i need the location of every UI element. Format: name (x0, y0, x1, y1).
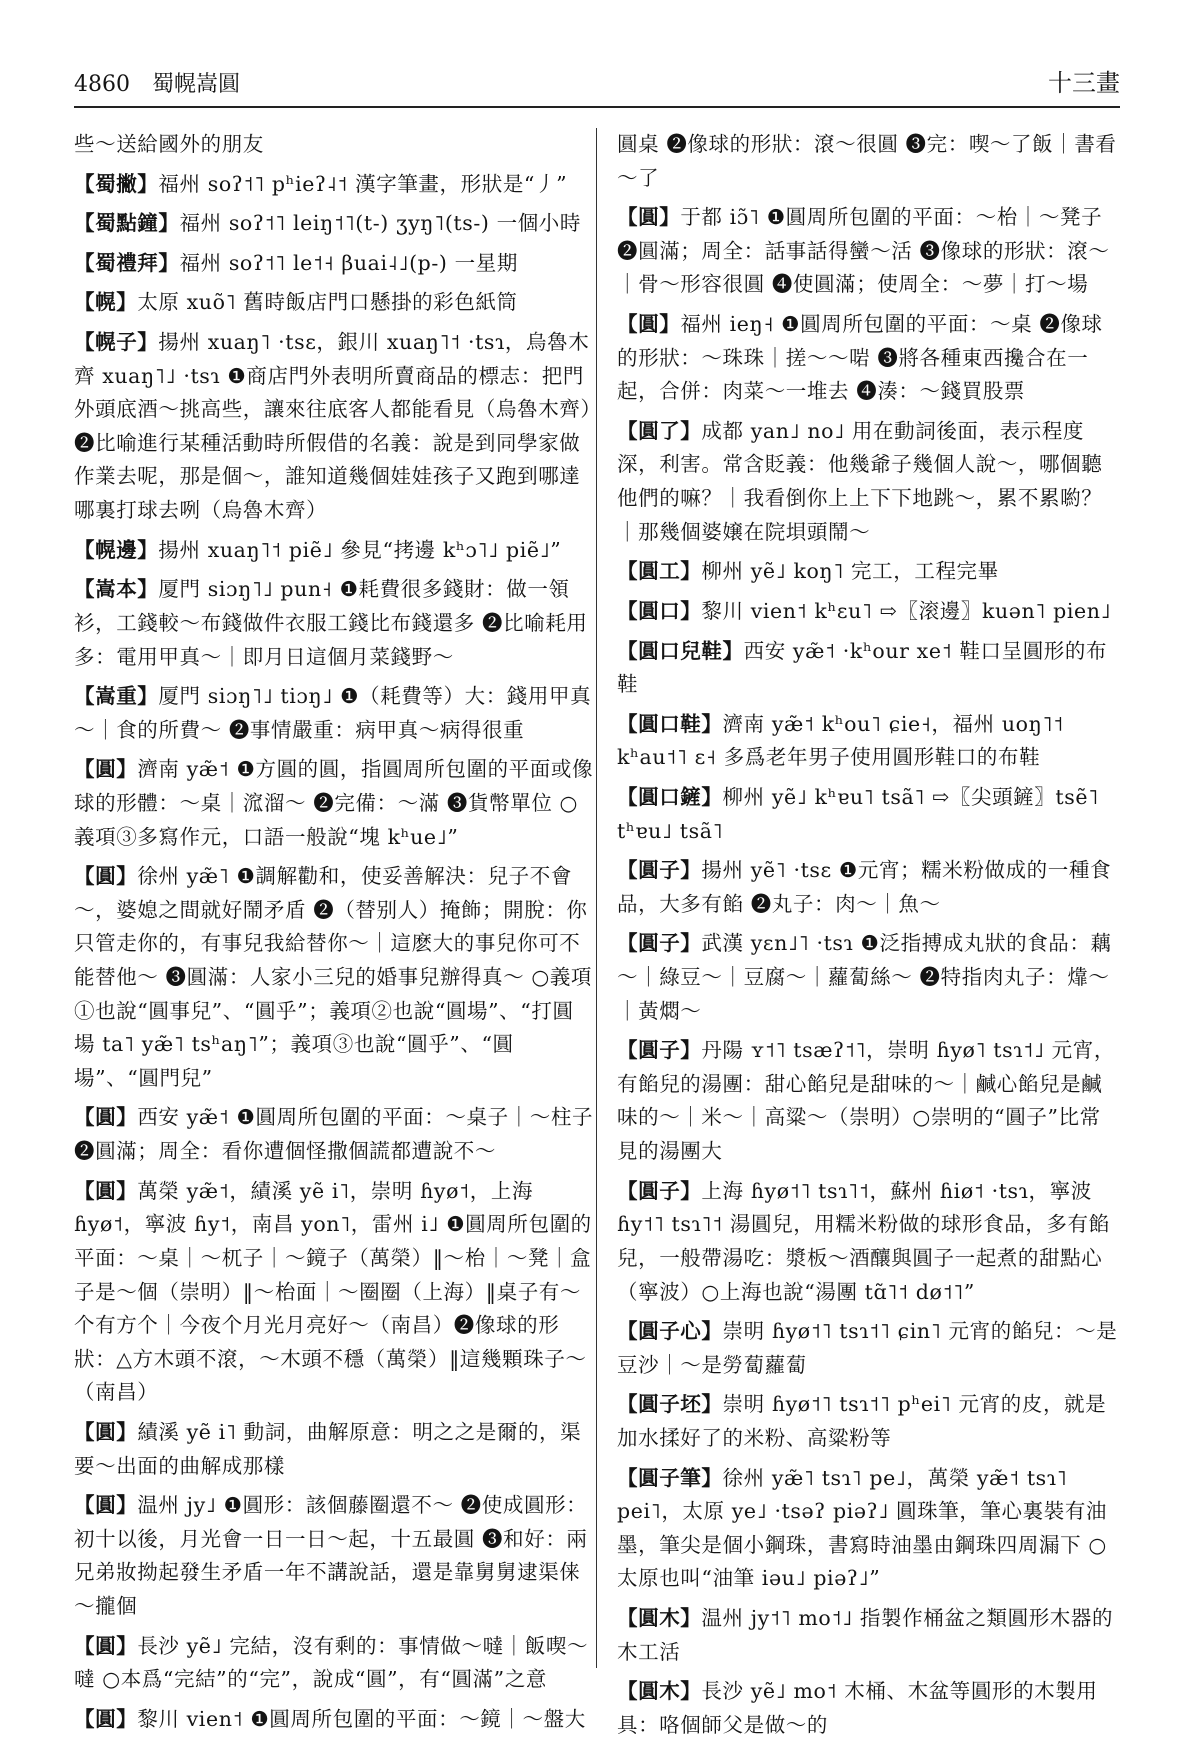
dictionary-entry (74, 573, 594, 674)
entry-headword: 【圓口】 (617, 598, 702, 623)
entry-text: 些～送給國外的朋友 (74, 132, 264, 156)
dictionary-entry (617, 1602, 1121, 1669)
entry-text: 成都 yan˩ no˩ 用在動詞後面，表示程度深，利害。常含貶義：他幾爺子幾個人說～，哪個聽他們的嘛？｜我看倒你上上下下地跳～，累不累喲？｜那幾個婆嬢在院垻頭鬧～ (617, 418, 1103, 544)
entry-headword: 【幌邊】 (74, 537, 159, 562)
dictionary-entry (617, 708, 1121, 775)
entry-text: 厦門 siɔŋ˥˩ tiɔŋ˩ ❶（耗費等）大：錢用甲真～｜食的所費～ ❷事情嚴重：病甲真～病得很重 (74, 684, 592, 742)
entry-text: 丹陽 ʏ˦˥ tsæʔ˦˥，崇明 ɦyø˥ tsɿ˦˩ 元宵，有餡兒的湯團：甜心餡兒是甜味的～｜鹹心餡兒是鹹味的～｜米～｜高粱～（崇明）○崇明的“圓子”比常見的湯團大 (617, 1038, 1115, 1164)
entry-text: 福州 soʔ˦˥ pʰieʔ˨˦ 漢字筆畫，形狀是“丿” (158, 171, 568, 196)
entry-text: 揚州 xuaŋ˥ ·tsɛ，銀川 xuaŋ˥˦ ·tsɿ，烏魯木齊 xuaŋ˥˩ ·tsɿ ❶商店門外表明所賣商品的標志：把門外頭底酒～挑高些，讓來往底客人都能看見（烏魯木齊）❷比喻進行某種活動時所假借的名義：說是到同學家做作業去呢，那是個～，誰知道幾個娃娃孩子又跑到哪達哪裏打球去咧（烏魯木齊） (74, 330, 592, 523)
dictionary-entry (74, 1630, 594, 1697)
entry-text: 濟南 yæ̃˦ kʰou˥ ɕie˧，福州 uoŋ˥˦ kʰau˦˥ ɛ˧ 多爲老年男子使用圓形鞋口的布鞋 (617, 711, 1064, 770)
entry-headword: 【圓子心】 (617, 1319, 723, 1344)
entry-text: 揚州 xuaŋ˥˦ piẽ˩ 參見“拷邊 kʰɔ˥˩ piẽ˩” (158, 537, 562, 562)
entry-headword: 【圓木】 (617, 1679, 702, 1704)
dictionary-entry (617, 415, 1121, 549)
dictionary-entry (74, 860, 594, 1095)
entry-headword: 【蜀撇】 (74, 171, 159, 196)
entry-headword: 【圓】 (74, 1178, 138, 1203)
dictionary-entry (617, 927, 1121, 1028)
entry-headword: 【幌子】 (74, 330, 159, 355)
entry-headword: 【圓】 (74, 1493, 138, 1518)
dictionary-entry (617, 1315, 1121, 1382)
entry-headword: 【圓】 (74, 1105, 138, 1130)
entry-text: 福州 soʔ˦˥ le˦˧ βuai˨˩(p-) 一星期 (179, 250, 518, 275)
entry-text: 長沙 yẽ˩ mo˦ 木桶、木盆等圓形的木製用具：咯個師父是做～的 (617, 1679, 1098, 1737)
dictionary-entry (74, 168, 594, 202)
dictionary-entry (74, 326, 594, 528)
dictionary-entry (74, 286, 594, 320)
dictionary-entry (74, 1175, 594, 1410)
entry-headword: 【圓子】 (617, 1038, 702, 1063)
entry-text: 西安 yæ̃˦ ·kʰour xe˦ 鞋口呈圓形的布鞋 (617, 638, 1108, 697)
entry-text: 黎川 vien˦ ❶圓周所包圍的平面：～鏡｜～盤大 (137, 1706, 586, 1731)
left-column (74, 128, 594, 1742)
entry-headword: 【圓】 (74, 1706, 138, 1731)
entry-headword: 【圓】 (617, 205, 681, 230)
entry-text: 温州 jy˦˥ mo˦˩ 指製作桶盆之類圓形木器的木工活 (617, 1605, 1114, 1664)
entry-text: 圓桌 ❷像球的形狀：滾～很圓 ❸完：喫～了飯｜書看～了 (617, 132, 1117, 190)
dictionary-entry (617, 201, 1121, 302)
entry-headword: 【圓】 (74, 757, 138, 782)
entry-headword: 【圓子】 (617, 931, 702, 956)
entry-text: 徐州 yæ̃˥ ❶調解勸和，使妥善解決：兒子不會～，婆媳之間就好鬧矛盾 ❷（替别人）掩飾；開脫：你只管走你的，有事兒我給替你～｜這麽大的事兒你可不能替他～ ❸圓滿：人家小三兒的婚事兒辦得真～ ○義項①也說“圓事兒”、“圓乎”；義項②也說“圓場”、“打圓場 ta˥ yæ̃˥ tsʰaŋ˥”；義項③也說“圓乎”、“圓場”、“圓門兒” (74, 864, 593, 1090)
entry-text: 太原 xuõ˥ 舊時飯店門口懸掛的彩色紙筒 (137, 290, 518, 315)
dictionary-entry (74, 753, 594, 854)
entry-headword: 【嵩本】 (74, 577, 159, 602)
entry-headword: 【圓口鏟】 (617, 784, 723, 809)
entry-text: 福州 ieŋ˧ ❶圓周所包圍的平面：～桌 ❷像球的形狀：～珠珠｜搓～～啱 ❸將各種東西攙合在一起，合併：肉菜～一堆去 ❹湊：～錢買股票 (617, 312, 1103, 404)
entry-headword: 【幌】 (74, 290, 138, 315)
entry-headword: 【圓工】 (617, 559, 702, 584)
entry-headword: 【圓】 (617, 312, 681, 337)
entry-text: 濟南 yæ̃˦ ❶方圓的圓，指圓周所包圍的平面或像球的形體：～桌｜溛溜～ ❷完備：～滿 ❸貨幣單位 ○義項③多寫作元，口語一般說“塊 kʰue˩” (74, 757, 594, 849)
entry-text: 長沙 yẽ˩ 完結，沒有剩的：事情做～噠｜飯喫～噠 ○本爲“完結”的“完”，說成“圓”，有“圓滿”之意 (74, 1633, 589, 1692)
entry-headword: 【圓了】 (617, 418, 702, 443)
dictionary-entry (617, 308, 1121, 409)
dictionary-entry (74, 247, 594, 281)
dictionary-entry (617, 1462, 1121, 1596)
dictionary-entry (617, 1388, 1121, 1455)
dictionary-entry (617, 854, 1121, 921)
entry-headword: 【蜀點鐘】 (74, 211, 180, 236)
entry-text: 萬榮 yæ̃˦，績溪 yẽ i˥，崇明 ɦyø˦，上海 ɦyø˦，寧波 ɦy˦，南昌 yon˥，雷州 i˩ ❶圓周所包圍的平面：～桌｜～杌子｜～鏡子（萬榮）‖～枱｜～凳｜盒子是～個（崇明）‖～枱面｜～圈圈（上海）‖桌子有～个有方个｜今夜个月光月亮好～（南昌）❷像球的形狀：△方木頭不滾，～木頭不穩（萬榮）‖這幾顆珠子～（南昌） (74, 1178, 592, 1405)
entry-headword: 【圓子坯】 (617, 1392, 723, 1417)
entry-text: 上海 ɦyø˦˥ tsɿ˥˦，蘇州 ɦiø˦ ·tsɿ，寧波 ɦy˦˥ tsɿ˥˦ 湯圓兒，用糯米粉做的球形食品，多有餡兒，一般帶湯吃：漿板～酒釀與圓子一起煮的甜點心（寧波）○上海也說“湯團 tɑ̃˥˦ dø˦˥” (617, 1178, 1110, 1304)
header-left (74, 67, 240, 106)
entry-text: 西安 yæ̃˦ ❶圓周所包圍的平面：～桌子｜～柱子 ❷圓滿；周全：看你遭個怪撒個謊都遭說不～ (74, 1105, 594, 1164)
dictionary-entry (74, 207, 594, 241)
dictionary-entry (74, 1703, 594, 1737)
entry-text: 柳州 yẽ˩ koŋ˥ 完工，工程完畢 (701, 559, 999, 584)
dictionary-entry (617, 781, 1121, 848)
entry-text: 厦門 siɔŋ˥˩ pun˧ ❶耗費很多錢財：做一領衫，工錢較～布錢做件衣服工錢比布錢還多 ❷比喻耗用多：電用甲真～｜即月日這個月菜錢野～ (74, 577, 588, 669)
dictionary-entry (617, 595, 1121, 629)
page-number: 4860 (74, 72, 130, 97)
entry-headword: 【圓子】 (617, 1178, 702, 1203)
entry-headword: 【圓木】 (617, 1605, 702, 1630)
entry-text: 于都 iɔ̃˥ ❶圓周所包圍的平面：～枱｜～凳子 ❷圓滿；周全：話事話得蠻～活 ❸像球的形狀：滾～｜骨～形容很圓 ❹使圓滿；使周全：～夢｜打～場 (617, 205, 1110, 297)
dictionary-entry (74, 1101, 594, 1168)
entry-text: 黎川 vien˦ kʰɛu˥ ⇨〖滚邊〗kuən˥ pien˩ (701, 598, 1112, 623)
dictionary-entry (617, 635, 1121, 702)
column-divider (596, 128, 597, 1668)
entry-text: 武漢 yɛn˩˥ ·tsɿ ❶泛指搏成丸狀的食品：藕～｜綠豆～｜豆腐～｜蘿蔔絲～ ❷特指肉丸子：㸆～｜黃燜～ (617, 931, 1112, 1023)
entry-headword: 【圓口鞋】 (617, 711, 723, 736)
dictionary-entry (74, 680, 594, 747)
dictionary-entry (74, 534, 594, 568)
entry-continuation (617, 128, 1121, 195)
entry-headword: 【圓子】 (617, 858, 702, 883)
entry-text: 崇明 ɦyø˦˥ tsɿ˦˥ ɕin˥ 元宵的餡兒：～是豆沙｜～是勞蔔蘿蔔 (617, 1319, 1118, 1377)
dictionary-entry (617, 1675, 1121, 1742)
entry-text: 柳州 yẽ˩ kʰɐu˥ tsã˥ ⇨〖尖頭鏟〗tsẽ˥ tʰɐu˩ tsã˥ (617, 784, 1099, 843)
entry-headword: 【圓】 (74, 1633, 138, 1658)
entry-headword: 【圓口兒鞋】 (617, 638, 744, 663)
dictionary-entry (74, 1489, 594, 1623)
entry-headword: 【蜀禮拜】 (74, 250, 180, 275)
entry-text: 揚州 yẽ˥ ·tsɛ ❶元宵；糯米粉做成的一種食品，大多有餡 ❷丸子：肉～｜魚～ (617, 858, 1112, 916)
entry-headword: 【嵩重】 (74, 684, 159, 709)
dictionary-entry (617, 1034, 1121, 1168)
entry-headword: 【圓】 (74, 1419, 138, 1444)
entry-text: 福州 soʔ˦˥ leiŋ˦˥(t-) ʒyŋ˥(ts-) 一個小時 (179, 211, 582, 236)
dictionary-entry (617, 1175, 1121, 1309)
entry-text: 徐州 yæ̃˥ tsɿ˥ pe˩，萬榮 yæ̃˦ tsɿ˥ pei˥，太原 ye˩ ·tsəʔ piəʔ˩ 圓珠筆，筆心裏裝有油墨，筆尖是個小鋼珠，書寫時油墨由鋼珠四周漏下 ○太原也叫“油筆 iəu˩ piəʔ˩” (617, 1465, 1108, 1591)
entry-text: 温州 jy˩ ❶圓形：該個藤圈還不～ ❷使成圓形：初十以後，月光會一日一日～起，十五最圓 ❸和好：兩兄弟妝拗起發生矛盾一年不講說話，還是靠舅舅逮渠俫～攏個 (74, 1493, 588, 1618)
entry-headword: 【圓】 (74, 864, 138, 889)
entry-text: 績溪 yẽ i˥ 動詞，曲解原意：明之之是爾的，渠要～出面的曲解成那樣 (74, 1419, 582, 1478)
entry-continuation (74, 128, 594, 162)
entry-text: 崇明 ɦyø˦˥ tsɿ˦˥ pʰei˥ 元宵的皮，就是加水揉好了的米粉、高粱粉等 (617, 1392, 1107, 1450)
page-header (74, 62, 1120, 108)
entry-headword: 【圓子筆】 (617, 1465, 723, 1490)
header-right-title: 十三畫 (1048, 69, 1120, 97)
dictionary-entry (617, 555, 1121, 589)
right-column (617, 128, 1121, 1748)
header-left-title: 蜀幌嵩圓 (152, 72, 241, 97)
dictionary-entry (74, 1416, 594, 1483)
